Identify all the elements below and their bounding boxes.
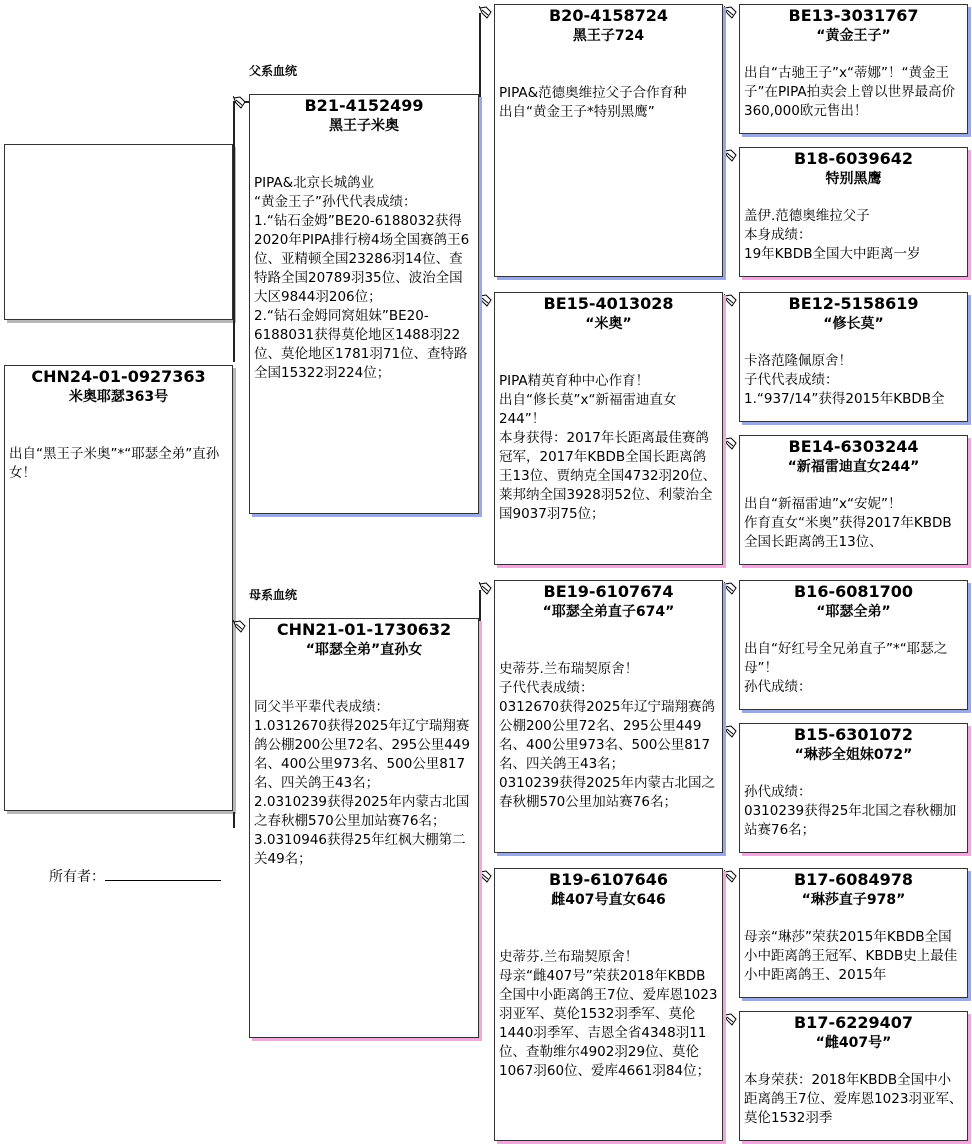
dsd-text: 孙代成绩： 0310239获得25年北国之春秋棚加站赛76名； (744, 784, 957, 838)
sire-text: PIPA&北京长城鸽业 “黄金王子”孙代代表成绩： 1.“钻石金姆”BE20-6188032获得2020年PIPA排行榜4场全国赛鸽王6位、亚精顿全国23286羽14位、查特路全国20789羽35位、波治全国大区9844羽206位； 2.“钻石金姆同窝姐妹”BE20-6188031获得莫伦地区1488羽22位、莫伦地区1781羽71位、查特路全国15322羽224位； (254, 175, 470, 381)
paternal-label: 父系血统 (249, 64, 298, 78)
sire-sire-name: 黑王子724 (572, 28, 645, 44)
dds-ring: B17-6084978 (793, 870, 914, 889)
sire-sire-ring: B20-4158724 (548, 6, 669, 25)
sire-sire-card (494, 4, 723, 277)
ddd-name: “雌407号” (815, 1035, 892, 1051)
subject-card (4, 365, 233, 811)
sss-name: “黄金王子” (816, 28, 891, 44)
subject-text: 出自“黑王子米奥”*“耶瑟全弟”直孙女！ (9, 446, 220, 481)
sdd-ring: BE14-6303244 (788, 437, 919, 456)
dam-dam-name: 雌407号直女646 (551, 892, 666, 908)
owner-label: 所有者： (49, 869, 105, 885)
expand-icon[interactable] (724, 294, 738, 307)
ddd-card (739, 1011, 968, 1141)
expand-icon[interactable] (724, 6, 738, 19)
dam-sire-ring: BE19-6107674 (543, 582, 674, 601)
connector-line (479, 590, 481, 878)
dds-text: 母亲“琳莎”荣获2015年KBDB全国小中距离鸽王冠军、KBDB史上最佳小中距离鸽王、2015年 (744, 929, 958, 983)
dsd-ring: B15-6301072 (793, 725, 914, 744)
sss-card (739, 4, 968, 134)
sds-ring: BE12-5158619 (788, 294, 919, 313)
subject-name: 米奥耶瑟363号 (68, 389, 169, 405)
sdd-text: 出自“新福雷迪”x“安妮”！ 作育直女“米奥”获得2017年KBDB全国长距离鸽王13位、 (744, 496, 952, 550)
ssd-name: 特别黑鹰 (825, 171, 882, 187)
dds-name: “琳莎直子978” (801, 892, 906, 908)
connector-line (479, 13, 481, 302)
expand-icon[interactable] (479, 870, 493, 883)
ddd-text: 本身荣获：2018年KBDB全国中小距离鸽王7位、爱库恩1023羽亚军、莫伦1532羽季 (744, 1072, 963, 1126)
sire-dam-text: PIPA精英育种中心作育！ 出自“修长莫”x“新福雷迪直女244”！ 本身获得：2017年长距离最佳赛鸽冠军，2017年KBDB全国长距离鸽王13位、贾纳克全国4732羽20位、莱邦纳全国3928羽52位、利蒙治全国9037羽75位； (499, 373, 717, 522)
expand-icon[interactable] (479, 294, 493, 307)
dam-sire-text: 史蒂芬.兰布瑞契原舍！ 子代代表成绩： 0312670获得2025年辽宁瑞翔赛鸽公棚200公里72名、295公里449名、400公里973名、500公里817名、四关鸽王43名； 0310239获得2025年内蒙古北国之春秋棚570公里加站赛76名； (499, 661, 715, 810)
connector-line (233, 101, 235, 362)
sdd-card (739, 435, 968, 565)
sss-ring: BE13-3031767 (788, 6, 919, 25)
sire-dam-card (494, 292, 723, 565)
dam-name: “耶瑟全弟”直孙女 (305, 642, 423, 658)
ssd-ring: B18-6039642 (793, 149, 914, 168)
expand-icon[interactable] (233, 620, 247, 633)
dam-dam-card (494, 868, 723, 1141)
sdd-name: “新福雷迪直女244” (787, 459, 920, 475)
ssd-text: 盖伊.范德奥维拉父子 本身成绩： 19年KBDB全国大中距离一岁 (744, 208, 921, 262)
dam-dam-text: 史蒂芬.兰布瑞契原舍！ 母亲“雌407号”荣获2018年KBDB全国中小距离鸽王7位、爱库恩1023羽亚军、莫伦1532羽季军、莫伦1440羽季军、吉恩全省4348羽11位、查勒维尔4902羽29位、莫伦1067羽60位、爱库4661羽84位； (499, 949, 718, 1079)
expand-icon[interactable] (724, 149, 738, 162)
dss-card (739, 580, 968, 710)
sds-name: “修长莫” (823, 316, 884, 332)
dss-ring: B16-6081700 (793, 582, 914, 601)
sire-dam-ring: BE15-4013028 (543, 294, 674, 313)
dsd-name: “琳莎全姐妹072” (794, 747, 913, 763)
owner-field (49, 866, 221, 886)
expand-icon[interactable] (479, 582, 493, 595)
ddd-ring: B17-6229407 (793, 1013, 914, 1032)
dss-text: 出自“好红号全兄弟直子”*“耶瑟之母”！ 孙代成绩： (744, 641, 948, 695)
expand-icon[interactable] (724, 1013, 738, 1026)
subject-ring: CHN24-01-0927363 (31, 367, 206, 386)
sire-name: 黑王子米奥 (329, 118, 399, 134)
dsd-card (739, 723, 968, 853)
expand-icon[interactable] (233, 96, 247, 109)
dds-card (739, 868, 968, 998)
owner-blank[interactable] (105, 866, 221, 881)
dam-sire-name: “耶瑟全弟直子674” (542, 604, 675, 620)
ssd-card (739, 147, 968, 277)
dam-text: 同父半平辈代表成绩： 1.0312670获得2025年辽宁瑞翔赛鸽公棚200公里72名、295公里449名、400公里973名、500公里817名、四关鸽王43名； 2.0310239获得2025年内蒙古北国之春秋棚570公里加站赛76名； 3.0310946获得25年红枫大棚第二关49名； (254, 699, 470, 867)
expand-icon[interactable] (479, 6, 493, 19)
expand-icon[interactable] (724, 725, 738, 738)
dss-name: “耶瑟全弟” (816, 604, 891, 620)
sds-text: 卡洛范隆佩原舍！ 子代代表成绩： 1.“937/14”获得2015年KBDB全 (744, 353, 945, 407)
maternal-label: 母系血统 (249, 588, 298, 602)
connector-line (724, 13, 726, 156)
dam-dam-ring: B19-6107646 (548, 870, 669, 889)
sire-card (249, 94, 479, 514)
connector-line (724, 590, 726, 733)
expand-icon[interactable] (724, 582, 738, 595)
connector-line (724, 877, 726, 1020)
sire-dam-name: “米奥” (585, 316, 632, 332)
connector-line (233, 812, 235, 828)
sss-text: 出自“古驰王子”x“蒂娜”！“黄金王子”在PIPA拍卖会上曾以世界最高价360,000欧元售出！ (744, 65, 956, 119)
expand-icon[interactable] (724, 437, 738, 450)
dam-sire-card (494, 580, 723, 853)
sire-sire-text: PIPA&范德奥维拉父子合作育种 出自“黄金王子*特别黑鹰” (499, 85, 687, 120)
connector-line (724, 300, 726, 443)
dam-card (249, 618, 479, 1038)
sds-card (739, 292, 968, 422)
sire-ring: B21-4152499 (304, 96, 424, 115)
dam-ring: CHN21-01-1730632 (276, 620, 452, 639)
photo-placeholder (4, 144, 233, 320)
expand-icon[interactable] (724, 870, 738, 883)
